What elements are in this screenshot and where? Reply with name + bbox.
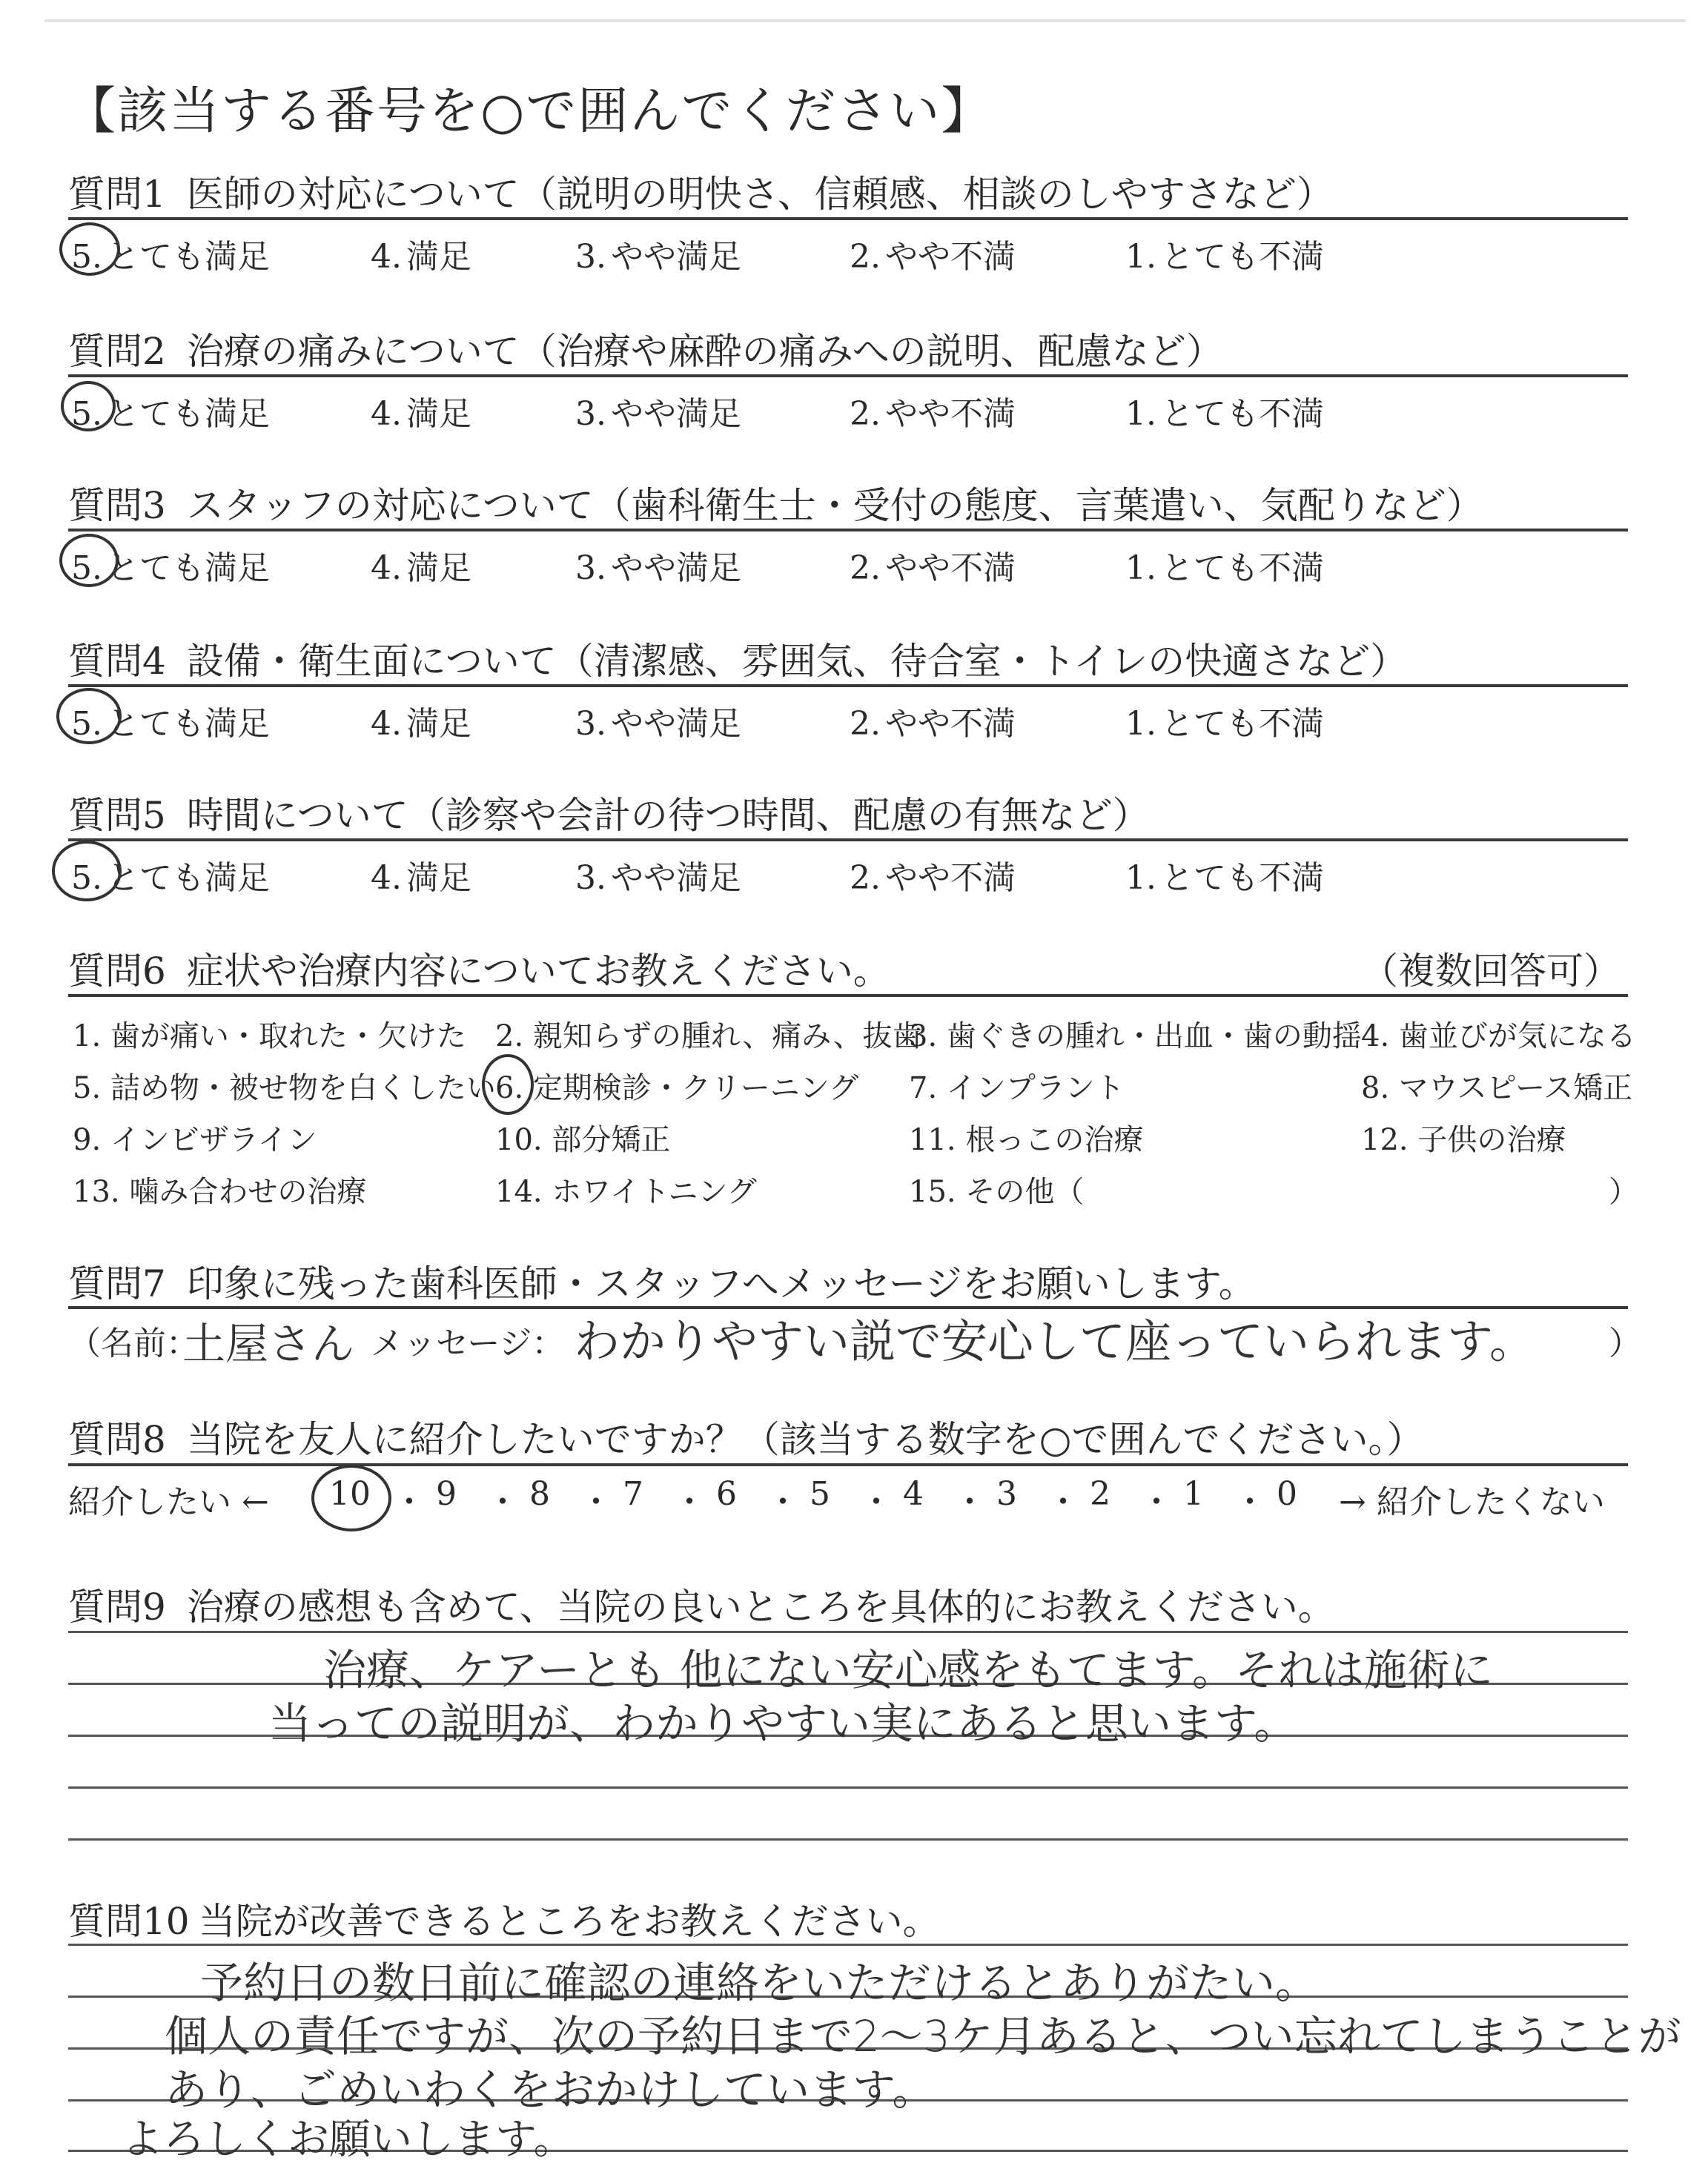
q6-item-9[interactable]: 9. インビザライン: [73, 1123, 317, 1157]
question-7-text: 印象に残った歯科医師・スタッフへメッセージをお願いします。: [186, 1262, 1256, 1305]
question-5-options: [0, 851, 1708, 895]
q8-left-label: 紹介したい ←: [68, 1483, 269, 1521]
q8-scale-4[interactable]: 4: [903, 1475, 924, 1513]
q10-answer-handwritten-4: よろしくお願いします。: [122, 2116, 575, 2164]
question-9-text: 治療の感想も含めて、当院の良いところを具体的にお教えください。: [186, 1586, 1335, 1629]
q4-option-4[interactable]: 4. 満足: [371, 705, 471, 743]
q6-item-8[interactable]: 8. マウスピース矯正: [1361, 1071, 1633, 1105]
question-4: [68, 632, 1407, 685]
q8-scale-10[interactable]: 10: [329, 1475, 371, 1513]
question-10-text: 当院が改善できるところをお教えください。: [198, 1900, 940, 1943]
question-2-text: 治療の痛みについて（治療や麻酔の痛みへの説明、配慮など）: [186, 330, 1223, 373]
question-10-number: 質問10: [68, 1900, 190, 1943]
question-6-note: （複数回答可）: [1361, 950, 1621, 993]
question-9: [68, 1577, 1335, 1631]
question-5-number: 質問5: [68, 794, 166, 837]
question-4-text: 設備・衛生面について（清潔感、雰囲気、待合室・トイレの快適さなど）: [186, 640, 1408, 683]
q6-item-14[interactable]: 14. ホワイトニング: [495, 1175, 757, 1209]
q6-item-5[interactable]: 5. 詰め物・被せ物を白くしたい: [73, 1071, 496, 1105]
q3-option-1[interactable]: 1. とても不満: [1125, 549, 1324, 587]
q6-item-1[interactable]: 1. 歯が痛い・取れた・欠けた: [73, 1019, 466, 1053]
q7-message-handwritten: わかりやすい説で安心して座っていられます。: [574, 1314, 1536, 1368]
question-6-rule: [68, 994, 1628, 997]
q8-separator: ・: [860, 1483, 893, 1521]
question-4-rule: [68, 684, 1628, 687]
question-6-number: 質問6: [68, 950, 166, 993]
q3-option-3[interactable]: 3. やや満足: [575, 549, 741, 587]
question-8-number: 質問8: [68, 1418, 166, 1461]
q4-option-1[interactable]: 1. とても不満: [1125, 705, 1324, 743]
question-4-number: 質問4: [68, 640, 166, 683]
q8-separator: ・: [953, 1483, 986, 1521]
q5-option-3[interactable]: 3. やや満足: [575, 859, 741, 897]
q5-option-2[interactable]: 2. やや不満: [850, 859, 1016, 897]
q10-answer-line-1: [68, 1944, 1628, 1946]
q6-item-13[interactable]: 13. 噛み合わせの治療: [73, 1175, 367, 1209]
question-3-number: 質問3: [68, 484, 166, 527]
q8-scale-8[interactable]: 8: [529, 1475, 550, 1513]
question-5-rule: [68, 838, 1628, 841]
q2-option-5[interactable]: 5. とても満足: [71, 395, 270, 433]
question-8-rule: [68, 1463, 1628, 1466]
q5-option-1[interactable]: 1. とても不満: [1125, 859, 1324, 897]
q2-option-1[interactable]: 1. とても不満: [1125, 395, 1324, 433]
question-3-text: スタッフの対応について（歯科衛生士・受付の態度、言葉遣い、気配りなど）: [186, 484, 1483, 527]
q8-scale-7[interactable]: 7: [623, 1475, 643, 1513]
q8-separator: ・: [580, 1483, 612, 1521]
q1-option-1[interactable]: 1. とても不満: [1125, 238, 1324, 276]
question-2-options: [0, 387, 1708, 431]
top-border: [44, 19, 1686, 22]
q8-right-label: → 紹介したくない: [1339, 1483, 1605, 1521]
q8-separator: ・: [1234, 1483, 1266, 1521]
q5-option-4[interactable]: 4. 満足: [371, 859, 471, 897]
question-1-options: [0, 230, 1708, 274]
q6-item-2[interactable]: 2. 親知らずの腫れ、痛み、抜歯: [495, 1019, 922, 1053]
question-1: [68, 165, 1334, 218]
q6-item-11[interactable]: 11. 根っこの治療: [909, 1123, 1144, 1157]
q4-option-2[interactable]: 2. やや不満: [850, 705, 1016, 743]
question-1-text: 医師の対応について（説明の明快さ、信頼感、相談のしやすさなど）: [186, 173, 1334, 216]
question-9-number: 質問9: [68, 1586, 166, 1629]
question-5-text: 時間について（診察や会計の待つ時間、配慮の有無など）: [186, 794, 1150, 837]
q6-item-12[interactable]: 12. 子供の治療: [1361, 1123, 1566, 1157]
question-6: [68, 941, 890, 995]
question-3-rule: [68, 529, 1628, 531]
question-2-number: 質問2: [68, 330, 166, 373]
q4-option-3[interactable]: 3. やや満足: [575, 705, 741, 743]
q8-separator: ・: [1140, 1483, 1173, 1521]
q2-option-4[interactable]: 4. 満足: [371, 395, 471, 433]
q10-answer-handwritten-2: 個人の責任ですが、次の予約日まで2〜3ケ月あると、つい忘れてしまうことが: [165, 2011, 1681, 2061]
question-2-rule: [68, 374, 1628, 377]
question-8-text: 当院を友人に紹介したいですか？（該当する数字を○で囲んでください。）: [186, 1418, 1424, 1461]
page-heading: 【該当する番号を○で囲んでください】: [65, 82, 993, 141]
q9-answer-line-1: [68, 1631, 1628, 1633]
q8-separator: ・: [673, 1483, 706, 1521]
q10-answer-handwritten-3: あり、ごめいわくをおかけしています。: [165, 2064, 936, 2115]
question-10: [68, 1892, 940, 1945]
question-1-rule: [68, 217, 1628, 220]
question-5: [68, 786, 1150, 839]
q1-option-2[interactable]: 2. やや不満: [850, 238, 1016, 276]
q8-scale-1[interactable]: 1: [1183, 1475, 1204, 1513]
q1-option-4[interactable]: 4. 満足: [371, 238, 471, 276]
q9-answer-line-5: [68, 1838, 1628, 1841]
question-2: [68, 322, 1223, 375]
question-1-number: 質問1: [68, 173, 166, 216]
question-6-text: 症状や治療内容についてお教えください。: [186, 950, 890, 993]
q3-option-4[interactable]: 4. 満足: [371, 549, 471, 587]
q9-answer-line-4: [68, 1786, 1628, 1789]
q1-option-3[interactable]: 3. やや満足: [575, 238, 741, 276]
q2-option-3[interactable]: 3. やや満足: [575, 395, 741, 433]
q8-separator: ・: [393, 1483, 426, 1521]
q6-item-7[interactable]: 7. インプラント: [909, 1071, 1125, 1105]
q8-separator: ・: [767, 1483, 799, 1521]
q1-option-5[interactable]: 5. とても満足: [71, 238, 270, 276]
question-7: [68, 1254, 1256, 1308]
q6-other-close-paren: ）: [1609, 1175, 1638, 1209]
q9-answer-handwritten-1: 治療、ケアーとも 他にない安心感をもてます。それは施術に: [323, 1645, 1494, 1695]
q3-option-2[interactable]: 2. やや不満: [850, 549, 1016, 587]
q7-message-label: メッセージ：: [371, 1325, 565, 1362]
q8-scale-2[interactable]: 2: [1090, 1475, 1110, 1513]
question-4-options: [0, 697, 1708, 741]
q6-item-4[interactable]: 4. 歯並びが気になる: [1361, 1019, 1636, 1053]
q8-scale-0[interactable]: 0: [1277, 1475, 1297, 1513]
question-8: [68, 1410, 1423, 1463]
q8-separator: ・: [1047, 1483, 1079, 1521]
q6-item-3[interactable]: 3. 歯ぐきの腫れ・出血・歯の動揺: [909, 1019, 1362, 1053]
q7-name-label: （名前：: [68, 1325, 199, 1362]
q5-option-5[interactable]: 5. とても満足: [71, 859, 270, 897]
q8-separator: ・: [486, 1483, 519, 1521]
q8-scale-3[interactable]: 3: [996, 1475, 1017, 1513]
q8-scale-9[interactable]: 9: [436, 1475, 457, 1513]
q10-answer-handwritten-1: 予約日の数日前に確認の連絡をいただけるとありがたい。: [200, 1958, 1319, 2008]
q3-option-5[interactable]: 5. とても満足: [71, 549, 270, 587]
question-7-number: 質問7: [68, 1262, 166, 1305]
q2-option-2[interactable]: 2. やや不満: [850, 395, 1016, 433]
q6-item-10[interactable]: 10. 部分矯正: [495, 1123, 671, 1157]
q8-scale-5[interactable]: 5: [810, 1475, 830, 1513]
q9-answer-handwritten-2: 当っての説明が、わかりやすい実にあると思います。: [268, 1698, 1297, 1749]
q6-item-15[interactable]: 15. その他（: [909, 1175, 1085, 1209]
question-3: [68, 476, 1483, 529]
question-3-options: [0, 541, 1708, 586]
q6-item-6[interactable]: 6. 定期検診・クリーニング: [495, 1071, 859, 1105]
q8-scale-6[interactable]: 6: [716, 1475, 737, 1513]
q4-option-5[interactable]: 5. とても満足: [71, 705, 270, 743]
q7-close-paren: ）: [1609, 1325, 1641, 1362]
q7-name-handwritten: 土屋さん: [182, 1319, 355, 1369]
